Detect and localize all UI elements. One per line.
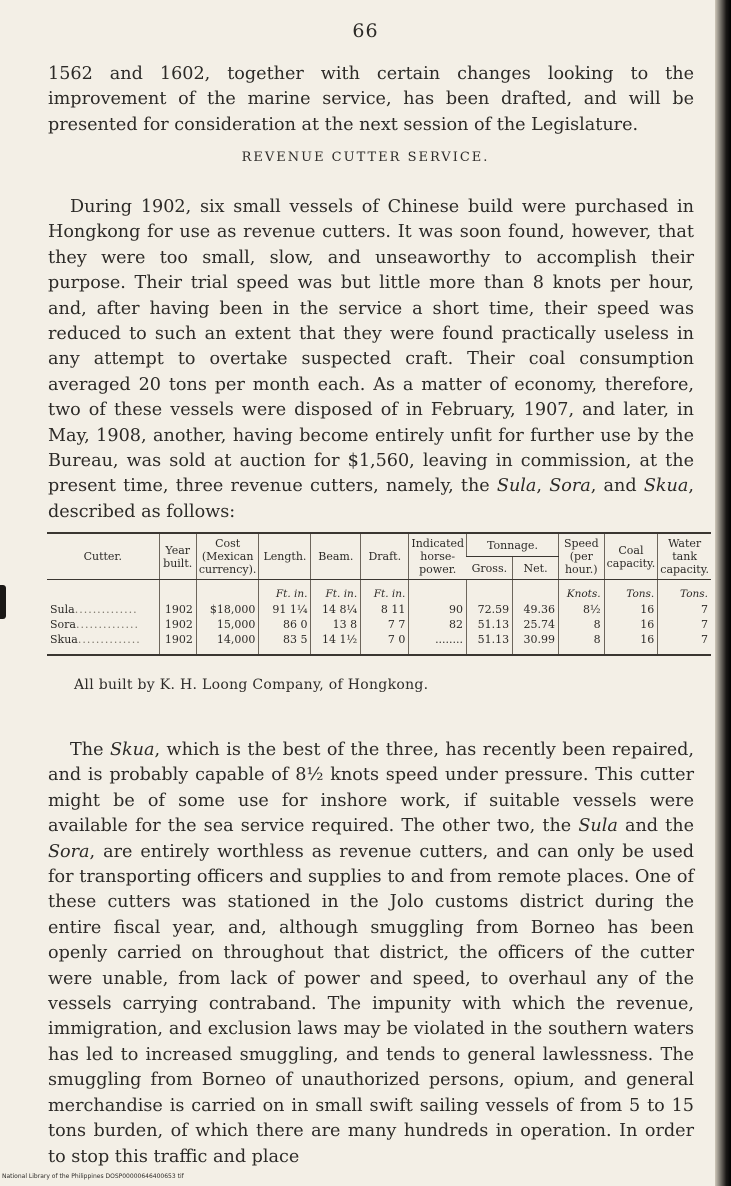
paragraph-skua <box>48 738 694 1170</box>
units-row <box>47 580 711 603</box>
cell-water: 7 <box>658 602 711 617</box>
cell-gross: 72.59 <box>467 602 513 617</box>
scan-footer: National Library of the Philippines DOSP00000646400653 tif <box>2 1173 184 1180</box>
header-net: Net. <box>513 557 559 580</box>
cell-speed: 8½ <box>558 602 604 617</box>
book-spine-shadow <box>715 0 731 1186</box>
header-cutter: Cutter. <box>47 533 159 580</box>
cell-horsepower: ........ <box>409 632 467 655</box>
cell-horsepower: 90 <box>409 602 467 617</box>
unit-coal: Tons. <box>604 580 658 603</box>
header-coal: Coal capacity. <box>604 533 658 580</box>
cell-cost: $18,000 <box>196 602 259 617</box>
cutter-table <box>47 532 711 656</box>
cell-beam: 14 8¼ <box>311 602 361 617</box>
cell-speed: 8 <box>558 617 604 632</box>
header-horsepower: Indicated horse-power. <box>409 533 467 580</box>
cell-length: 91 1¼ <box>259 602 311 617</box>
header-speed: Speed (per hour.) <box>558 533 604 580</box>
header-length: Length. <box>259 533 311 580</box>
header-water: Water tank capacity. <box>658 533 711 580</box>
header-gross: Gross. <box>467 557 513 580</box>
separator: , <box>536 476 550 497</box>
cell-year: 1902 <box>159 617 196 632</box>
cell-gross: 51.13 <box>467 617 513 632</box>
cutter-table-container <box>47 532 711 656</box>
cell-draft: 8 11 <box>361 602 409 617</box>
cell-cost: 15,000 <box>196 617 259 632</box>
vessel-name-sula: Sula <box>496 476 537 497</box>
vessel-name-sula: Sula <box>578 816 618 837</box>
cell-water: 7 <box>658 617 711 632</box>
cell-coal: 16 <box>604 617 658 632</box>
paragraph-text: and the <box>617 816 694 837</box>
header-year-built: Year built. <box>159 533 196 580</box>
unit-beam: Ft. in. <box>311 580 361 603</box>
paragraph-intro: 1562 and 1602, together with certain changes looking to the improvement of the marine service, has been drafted, and will be presented for consideration at the next session of the Legislature. <box>48 64 694 135</box>
cell-net: 49.36 <box>513 602 559 617</box>
cell-draft: 7 7 <box>361 617 409 632</box>
cell-beam: 14 1½ <box>311 632 361 655</box>
unit-draft: Ft. in. <box>361 580 409 603</box>
cell-net: 25.74 <box>513 617 559 632</box>
cell-year: 1902 <box>159 632 196 655</box>
unit-water: Tons. <box>658 580 711 603</box>
paragraph-text: , are entirely worthless as revenue cutters, and can only be used for transporting officers and supplies to and from remote places. One of these cutters was stationed in the Jolo customs district during the entire fiscal year, and, although smuggling from Borneo has been openly carried on throughout that district, the officers of the cutter were unable, from lack of power and speed, to overhaul any of the vessels carrying contraband. The impunity with which the revenue, immigration, and exclusion laws may be violated in the southern waters has led to increased smuggling, and tends to general lawlessness. The smuggling from Borneo of unauthorized persons, opium, and general merchandise is carried on in small swift sailing vessels of from 5 to 15 tons burden, of which there are many hundreds in operation. In order to stop this traffic and place <box>48 841 694 1167</box>
page-edge-mark <box>0 585 6 619</box>
unit-length: Ft. in. <box>259 580 311 603</box>
vessel-name-skua: Skua <box>643 476 689 497</box>
cell-length: 83 5 <box>259 632 311 655</box>
separator: , and <box>590 476 644 497</box>
cell-year: 1902 <box>159 602 196 617</box>
paragraph-text: During 1902, six small vessels of Chinese build were purchased in Hongkong for use as revenue cutters. It was soon found, however, that they were too small, slow, and unseaworthy to accomplish their purpose. Their trial speed was but little more than 8 knots per hour, and, after having been in the service a short time, their speed was reduced to such an extent that they were found practically useless in any attempt to overtake suspected craft. Their coal consumption averaged 20 tons per month each. As a matter of economy, therefore, two of these vessels were disposed of in February, 1907, and later, in May, 1908, another, having become entirely unfit for further use by the Bureau, was sold at auction for $1,560, leaving in commission, at the present time, three revenue cutters, namely, the <box>48 197 694 497</box>
cell-gross: 51.13 <box>467 632 513 655</box>
header-cost: Cost (Mexican currency). <box>196 533 259 580</box>
page-number: 66 <box>352 20 379 42</box>
unit-speed: Knots. <box>558 580 604 603</box>
cell-cutter: Skua.............. <box>50 633 141 646</box>
paragraph-text: The <box>70 740 110 760</box>
vessel-name-sora: Sora <box>48 841 90 862</box>
cell-water: 7 <box>658 632 711 655</box>
cell-speed: 8 <box>558 632 604 655</box>
table-row <box>47 602 711 617</box>
cell-cutter: Sula.............. <box>50 603 138 616</box>
vessel-name-sora: Sora <box>549 476 591 497</box>
cell-beam: 13 8 <box>311 617 361 632</box>
header-tonnage: Tonnage. <box>467 533 559 557</box>
table-row <box>47 632 711 655</box>
vessel-name-skua: Skua <box>109 740 155 760</box>
cell-draft: 7 0 <box>361 632 409 655</box>
header-draft: Draft. <box>361 533 409 580</box>
paragraph-text: , described as follows: <box>48 476 694 522</box>
cell-coal: 16 <box>604 632 658 655</box>
cell-length: 86 0 <box>259 617 311 632</box>
header-beam: Beam. <box>311 533 361 580</box>
cell-horsepower: 82 <box>409 617 467 632</box>
cell-cost: 14,000 <box>196 632 259 655</box>
table-row <box>47 617 711 632</box>
paragraph-text: , which is the best of the three, has recently been repaired, and is probably capable of 8½ knots speed under pressure. This cutter might be of some use for inshore work, if suitable vessels were available for the sea service required. The other two, the <box>48 740 694 837</box>
cell-net: 30.99 <box>513 632 559 655</box>
cell-coal: 16 <box>604 602 658 617</box>
section-heading: REVENUE CUTTER SERVICE. <box>241 150 490 165</box>
paragraph-revenue-cutters <box>48 195 694 525</box>
table-footnote: All built by K. H. Loong Company, of Hongkong. <box>74 677 429 693</box>
cell-cutter: Sora.............. <box>50 618 139 631</box>
